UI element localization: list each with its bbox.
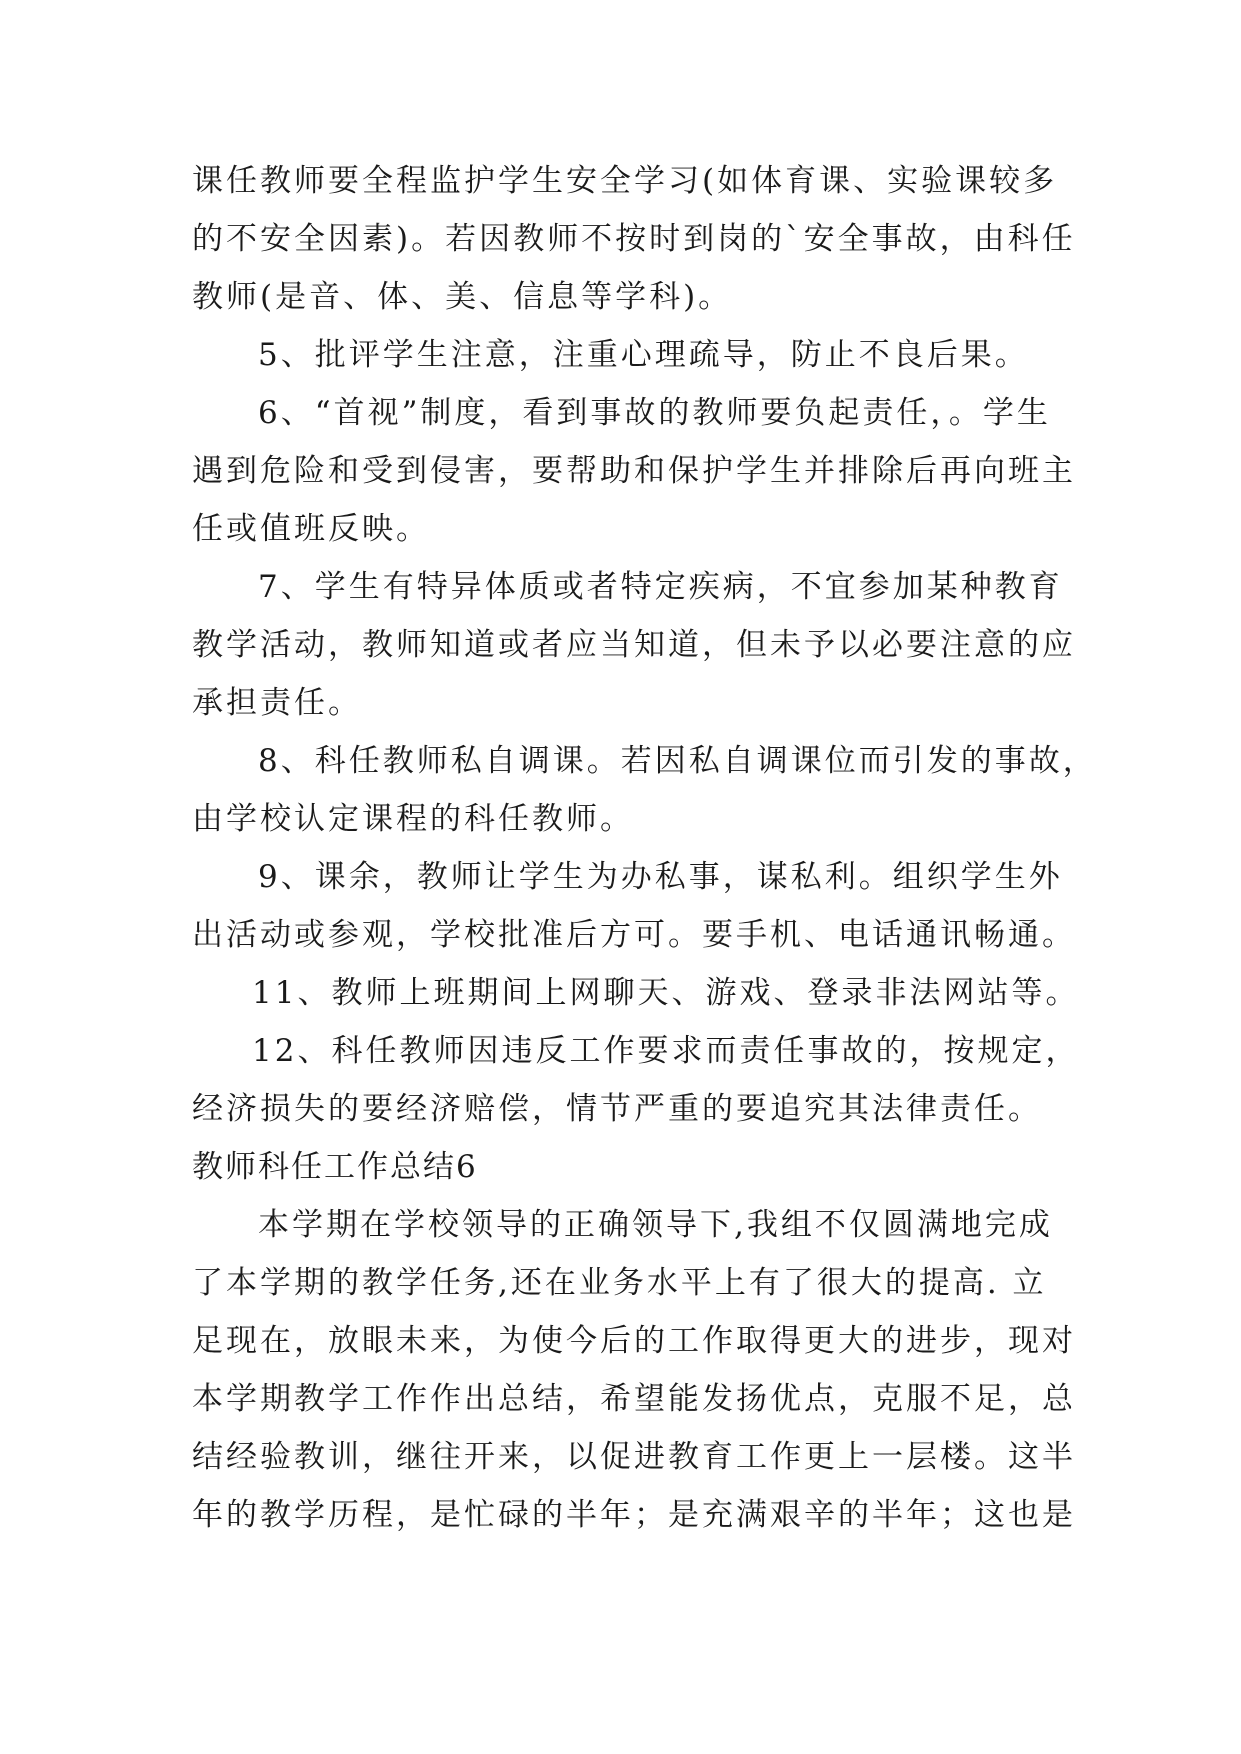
- document-body: [192, 152, 1097, 1544]
- paragraph-line: 承担责任。: [192, 685, 362, 721]
- paragraph-line: 12、科任教师因违反工作要求而责任事故的，按规定，: [252, 1033, 1080, 1069]
- paragraph-line: 9、课余，教师让学生为办私事，谋私利。组织学生外: [258, 859, 1063, 895]
- paragraph-line: 5、批评学生注意，注重心理疏导，防止不良后果。: [258, 337, 1029, 373]
- paragraph-line: 遇到危险和受到侵害，要帮助和保护学生并排除后再向班主: [192, 453, 1076, 489]
- paragraph-line: 了本学期的教学任务,还在业务水平上有了很大的提高. 立: [192, 1265, 1047, 1301]
- paragraph-line: 本学期在学校领导的正确领导下,我组不仅圆满地完成: [258, 1207, 1053, 1243]
- paragraph-line: 本学期教学工作作出总结，希望能发扬优点，克服不足，总: [192, 1381, 1076, 1417]
- paragraph-line: 11、教师上班期间上网聊天、游戏、登录非法网站等。: [252, 975, 1080, 1011]
- paragraph-line: 8、科任教师私自调课。若因私自调课位而引发的事故，: [258, 743, 1097, 779]
- paragraph-line: 由学校认定课程的科任教师。: [192, 801, 634, 837]
- paragraph-line: 教学活动，教师知道或者应当知道，但未予以必要注意的应: [192, 627, 1076, 663]
- paragraph-line: 教师(是音、体、美、信息等学科)。: [192, 279, 733, 315]
- section-heading: 教师科任工作总结6: [192, 1149, 478, 1185]
- paragraph-line: 7、学生有特异体质或者特定疾病，不宜参加某种教育: [258, 569, 1063, 605]
- paragraph-line: 年的教学历程，是忙碌的半年；是充满艰辛的半年；这也是: [192, 1497, 1076, 1533]
- paragraph-line: 经济损失的要经济赔偿，情节严重的要追究其法律责任。: [192, 1091, 1042, 1127]
- paragraph-line: 课任教师要全程监护学生安全学习(如体育课、实验课较多: [192, 163, 1058, 199]
- paragraph-line: 出活动或参观，学校批准后方可。要手机、电话通讯畅通。: [192, 917, 1076, 953]
- paragraph-line: 足现在，放眼未来，为使今后的工作取得更大的进步，现对: [192, 1323, 1076, 1359]
- paragraph-line: 6、“首视”制度，看到事故的教师要负起责任，。学生: [258, 395, 1051, 431]
- paragraph-line: 的不安全因素)。若因教师不按时到岗的`安全事故，由科任: [192, 221, 1076, 257]
- paragraph-line: 结经验教训，继往开来，以促进教育工作更上一层楼。这半: [192, 1439, 1076, 1475]
- paragraph-line: 任或值班反映。: [192, 511, 430, 547]
